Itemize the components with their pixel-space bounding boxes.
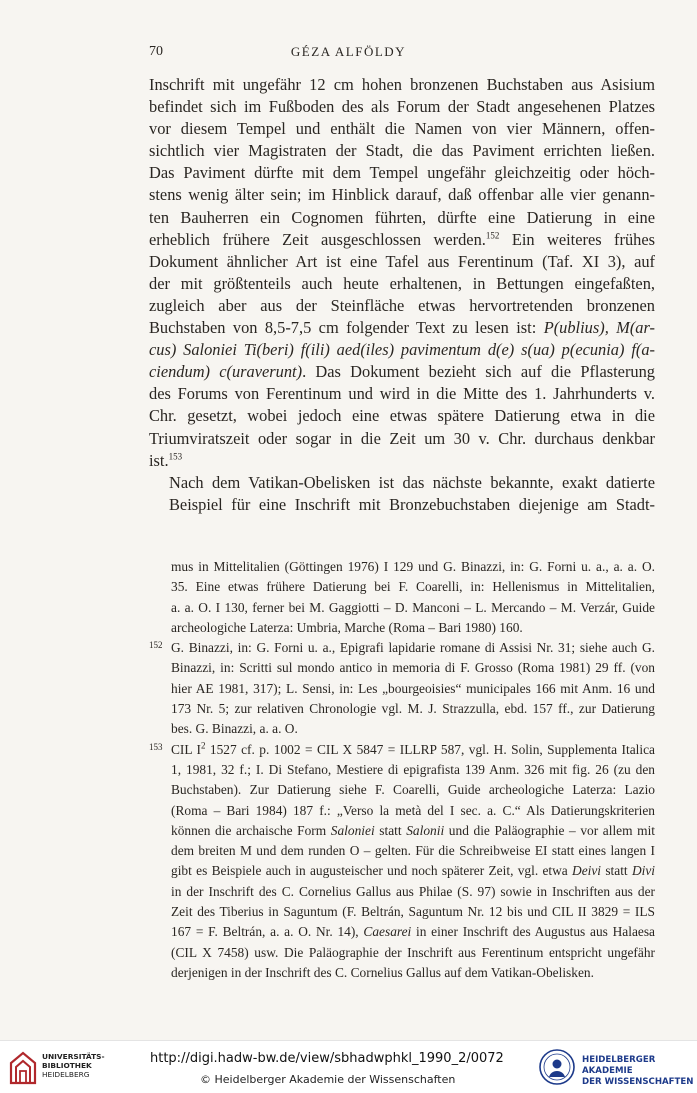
text-line: vor diesem Tempel und enthält die Namen von vier Männern, offen- (149, 119, 655, 139)
note-line: a. a. O. I 130, ferner bei M. Gaggiotti – D. Manconi – L. Mercando – M. Verzár, Guide (171, 599, 655, 615)
text-line: Inschrift mit ungefähr 12 cm hohen bronzenen Buchstaben aus Asisium (149, 75, 655, 94)
text-run: in einer Inschrift des Augustus aus Halaesa (411, 924, 655, 940)
latin-inscription: ciendum) c(uraverunt) (149, 362, 303, 382)
academy-name (582, 1055, 697, 1088)
academy-seal-icon (538, 1048, 576, 1086)
note-line (171, 922, 655, 942)
viewer-footer (0, 1040, 697, 1093)
text-run: können die archaische Form (171, 822, 331, 838)
note-line: (Roma – Bari 1984) 187 f.: „Verso la metà del I sec. a. C.“ Als Datierungskriterien (171, 802, 655, 818)
text-run: . Das Dokument bezieht sich auf die Pflasterung (302, 362, 655, 382)
superscript: 2 (200, 740, 206, 751)
text-line (149, 361, 655, 383)
footnote-number: 153 (149, 741, 163, 752)
latin-word: Caesarei (363, 924, 412, 940)
university-library-logo-icon (8, 1049, 38, 1085)
paragraph (149, 74, 655, 472)
library-name-line: BIBLIOTHEK (42, 1061, 92, 1070)
note-line: dem breiten M und dem runden O – gelten. Für die Schreibweise EI statt eines langen I (171, 843, 655, 859)
text-run: erheblich frühere Zeit ausgeschlossen werden. (149, 229, 486, 249)
main-text (149, 74, 655, 516)
text-run: ist. (149, 450, 169, 470)
text-line: Triumviratszeit oder sogar in die Zeit um 30 v. Chr. durchaus denkbar (149, 428, 655, 448)
text-line: Chr. gesetzt, wobei jedoch eine etwas spätere Datierung etwa in die (149, 406, 655, 426)
latin-inscription: cus) Saloniei Ti(beri) f(ili) aed(iles) pavimentum d(e) s(ua) p(ecunia) f(a- (149, 340, 655, 360)
text-run: 167 = F. Beltrán, a. a. O. Nr. 14), (171, 924, 364, 940)
note-line: G. Binazzi, in: G. Forni u. a., Epigrafi lapidarie romane di Assisi Nr. 31; siehe auch G. (171, 640, 655, 656)
note-line: 35. Eine etwas frühere Datierung bei F. Coarelli, in: Hellenismus in Mittelitalien, (171, 579, 655, 595)
note-line (171, 861, 655, 881)
library-name-line: HEIDELBERG (42, 1070, 90, 1079)
copyright-notice: © Heidelberger Akademie der Wissenschaften (200, 1073, 456, 1086)
footnote-ref[interactable]: 152 (485, 230, 500, 241)
footnote-152 (149, 638, 655, 739)
note-line: Binazzi, in: Scritti sul mondo antico in memoria di F. Grosso (Roma 1981) 29 ff. (von (171, 660, 655, 676)
text-run: 1527 cf. p. 1002 = CIL X 5847 = ILLRP 587, vgl. H. Solin, Supplementa Italica (205, 741, 655, 757)
text-line: zugleich aber aus der Steinfläche etwas hervortretenden bronzenen (149, 295, 655, 315)
academy-name-line: HEIDELBERGER AKADEMIE (582, 1055, 656, 1076)
latin-word: Salonii (406, 822, 445, 838)
library-name-line: UNIVERSITÄTS- (42, 1052, 105, 1061)
footnote-153 (149, 740, 655, 984)
text-line: ten Bauherren ein Cognomen führten, dürfte eine Datierung in eine (149, 207, 655, 227)
note-line: derjenigen in der Inschrift des C. Cornelius Gallus auf dem Vatikan-Obelisken. (171, 964, 594, 980)
text-run: statt (374, 822, 407, 838)
text-run: statt (601, 863, 632, 879)
text-line: Nach dem Vatikan-Obelisken ist das nächste bekannte, exakt datierte (169, 472, 655, 492)
text-run: CIL I (171, 741, 201, 757)
permalink-url[interactable]: http://digi.hadw-bw.de/view/sbhadwphkl_1990_2/0072 (150, 1051, 504, 1066)
latin-word: Saloniei (330, 822, 375, 838)
footnote-ref[interactable]: 153 (168, 451, 183, 462)
text-line: befindet sich im Fußboden des als Forum der Stadt angesehenen Platzes (149, 97, 655, 117)
text-run: Ein weiteres frühes (499, 229, 656, 249)
text-line (149, 339, 655, 361)
text-line: Beispiel für eine Inschrift mit Bronzebuchstaben diejenige am Stadt- (169, 494, 655, 514)
note-line: Buchstaben). Zur Datierung siehe F. Coarelli, Guide archeologiche Laterza: Lazio (171, 782, 655, 798)
note-line: hier AE 1981, 317); L. Sensi, in: Les „bourgeoisies“ municipales 166 mit Anm. 16 und (171, 680, 655, 696)
note-line: mus in Mittelitalien (Göttingen 1976) I 129 und G. Binazzi, in: G. Forni u. a., a. a. O. (171, 559, 655, 574)
footnote-continuation (149, 557, 655, 638)
text-run: gibt es Beispiele auch in augusteischer und noch späterer Zeit, vgl. etwa (171, 863, 573, 879)
note-line: Zeit des Tiberius in Saguntum (F. Beltrán, Saguntum Nr. 12 bis und CIL II 3829 = ILS (171, 904, 655, 920)
text-line (149, 317, 655, 339)
latin-inscription: P(ublius), M(ar- (543, 318, 655, 338)
library-name (42, 1052, 105, 1079)
footnote-number: 152 (149, 640, 163, 651)
note-line: (CIL X 7458) usw. Die Paläographie der Inschrift aus Ferentinum entspricht ungefähr (171, 944, 655, 960)
page-number: 70 (149, 44, 163, 59)
text-line: des Forums von Ferentinum und wird in die Mitte des 1. Jahrhunderts v. (149, 384, 655, 404)
footnotes (149, 557, 655, 983)
academy-name-line: DER WISSENSCHAFTEN (582, 1077, 694, 1087)
note-line (171, 740, 655, 760)
note-line: 1, 1981, 32 f.; I. Di Stefano, Mestiere di epigrafista 139 Anm. 326 mit fig. 26 (zu den (171, 761, 655, 777)
note-line: bes. G. Binazzi, a. a. O. (171, 721, 298, 737)
latin-word: Divi (631, 863, 655, 879)
text-line: stens wenig älter sein; im Hinblick darauf, daß offenbar alle vier genann- (149, 185, 655, 205)
text-line: der mit größtenteils auch heute erhaltenen, in Bettungen eingefaßten, (149, 273, 655, 293)
text-line: Das Paviment dürfte mit dem Tempel ungefähr gleichzeitig oder höch- (149, 163, 655, 183)
note-line: archeologiche Laterza: Umbria, Marche (Roma – Bari 1980) 160. (171, 619, 523, 635)
text-line (149, 229, 655, 251)
latin-word: Deivi (572, 863, 602, 879)
text-line: Dokument ähnlicher Art ist eine Tafel aus Ferentinum (Taf. XI 3), auf (149, 251, 655, 271)
note-line: 173 Nr. 5; zur relativen Chronologie vgl. M. J. Strazzulla, ebd. 157 ff., zur Datierung (171, 701, 655, 717)
text-run: Buchstaben von 8,5-7,5 cm folgender Text zu lesen ist: (149, 318, 544, 338)
text-line (149, 450, 655, 472)
running-head-author: GÉZA ALFÖLDY (290, 44, 407, 59)
note-line (171, 821, 655, 841)
note-line: in der Inschrift des C. Cornelius Gallus aus Philae (S. 97) sowie in Inschriften aus der (171, 883, 655, 899)
text-run: und die Paläographie – vor allem mit (444, 822, 656, 838)
paragraph (149, 472, 655, 516)
text-line: sichtlich vier Magistraten der Stadt, die das Paviment errichten ließen. (149, 141, 655, 161)
